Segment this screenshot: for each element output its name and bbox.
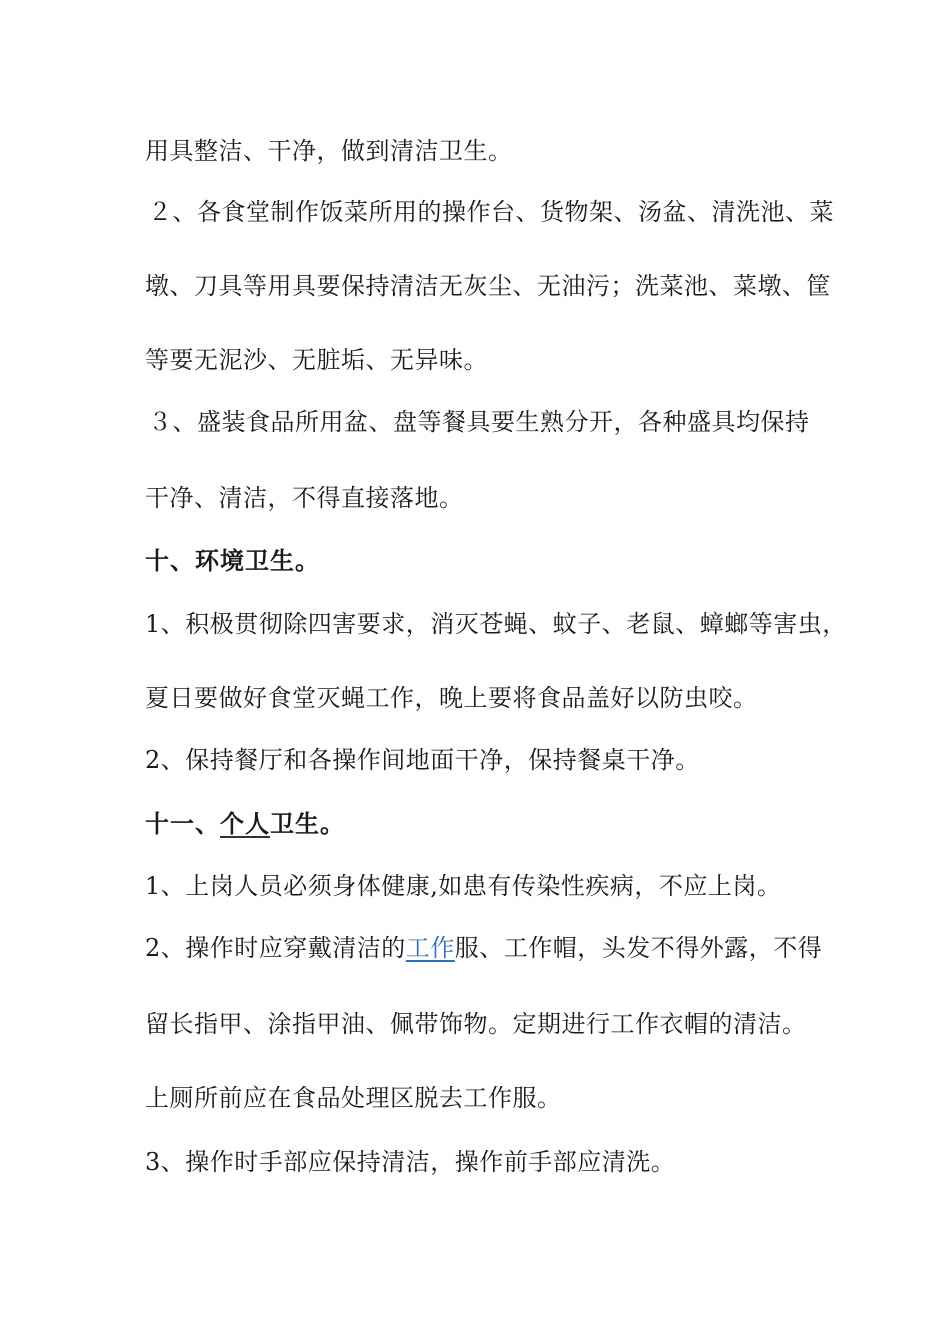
paragraph-line: 1、上岗人员必须身体健康,如患有传染性疾病，不应上岗。 xyxy=(145,872,782,900)
work-hyperlink[interactable]: 工作 xyxy=(405,934,455,962)
paragraph-line: 夏日要做好食堂灭蝇工作，晚上要将食品盖好以防虫咬。 xyxy=(145,684,758,712)
paragraph-line: 用具整洁、干净，做到清洁卫生。 xyxy=(145,137,513,165)
paragraph-line xyxy=(145,932,822,964)
heading-suffix: 卫生。 xyxy=(270,809,345,838)
section-heading-personal xyxy=(145,808,345,840)
section-heading-environment: 十、环境卫生。 xyxy=(145,546,320,575)
paragraph-line: 留长指甲、涂指甲油、佩带饰物。定期进行工作衣帽的清洁。 xyxy=(145,1010,807,1038)
heading-underlined-text: 个人 xyxy=(220,809,270,838)
paragraph-line: 1、积极贯彻除四害要求，消灭苍蝇、蚊子、老鼠、蟑螂等害虫， xyxy=(145,610,847,638)
heading-prefix: 十一、 xyxy=(145,809,220,838)
paragraph-line: 2、保持餐厅和各操作间地面干净，保持餐桌干净。 xyxy=(145,746,700,774)
text-segment: 2、操作时应穿戴清洁的 xyxy=(145,934,406,962)
paragraph-line: ２、各食堂制作饭菜所用的操作台、货物架、汤盆、清洗池、菜 xyxy=(148,198,834,226)
text-segment: 服、工作帽，头发不得外露，不得 xyxy=(454,934,823,962)
paragraph-line: 上厕所前应在食品处理区脱去工作服。 xyxy=(145,1084,562,1112)
paragraph-line: 3、操作时手部应保持清洁，操作前手部应清洗。 xyxy=(145,1148,676,1176)
paragraph-line: 干净、清洁，不得直接落地。 xyxy=(145,484,464,512)
paragraph-line: 等要无泥沙、无脏垢、无异味。 xyxy=(145,346,488,374)
paragraph-line: 墩、刀具等用具要保持清洁无灰尘、无油污；洗菜池、菜墩、筐 xyxy=(145,272,831,300)
paragraph-line: ３、盛装食品所用盆、盘等餐具要生熟分开，各种盛具均保持 xyxy=(148,408,810,436)
